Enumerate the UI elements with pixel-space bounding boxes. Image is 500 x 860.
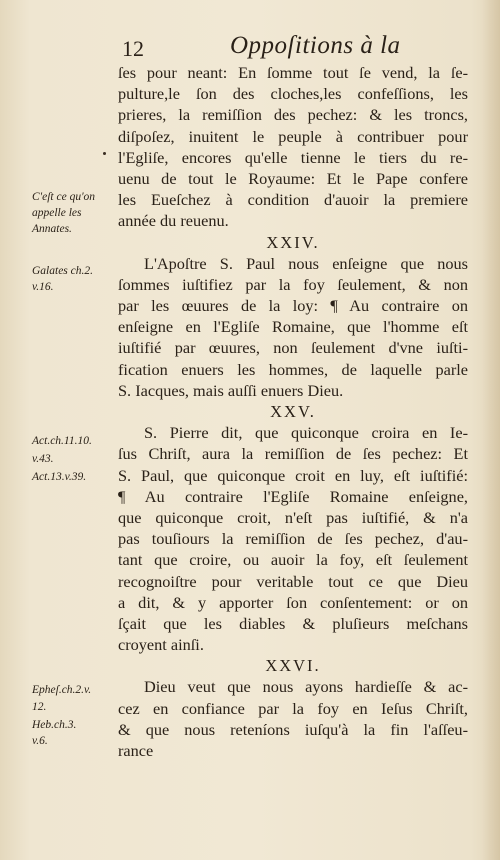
running-title: Oppoſitions à la [230,32,401,59]
text-line: pas touſiours la remiſſion de ſes pechez, d'au- [118,529,468,549]
section-heading: XXV. [270,402,316,421]
text-line: iuſtifié par œuures, non ſeulement d'vne iuſti- [118,338,468,358]
text-line: & que nous reteníons iuſqu'à la fin l'aſſeu- [118,719,468,739]
text-line: fication enuers les hommes, de laquelle parle [118,359,468,379]
margin-note: Annates. [32,223,72,235]
text-line: Dieu veut que nous ayons hardieſſe & ac- [144,677,468,697]
text-line: enſeigne en l'Egliſe Romaine, que l'homme eſt [118,317,468,337]
text-line: croyent ainſi. [118,635,204,655]
text-line: S. Paul, que quiconque croit en luy, eſt iuſtifié: [118,465,468,485]
text-line: a dit, & y apporter ſon conſentement: or on [118,592,468,612]
page-edge-shadow [482,0,500,860]
margin-note: appelle les [32,207,82,219]
text-line: l'Egliſe, encores qu'elle tienne le tiers du re- [118,147,468,167]
margin-note: Act.ch.11.10. [32,435,92,447]
text-line: ſes pour neant: En ſomme tout ſe vend, la ſe- [118,63,468,82]
margin-note: 12. [32,701,47,713]
margin-note: Heb.ch.3. [32,719,77,731]
margin-note: v.43. [32,453,54,465]
text-line: diſpoſez, inuitent le peuple à contribuer pour [118,126,468,146]
text-line: ¶ Au contraire l'Egliſe Romaine enſeigne, [118,486,468,506]
text-line: que quiconque croit, n'eſt pas iuſtifié, & n'a [118,507,468,527]
text-line: uenu de tout le Royaume: Et le Pape confere [118,168,468,188]
text-line: par les œuures de la loy: ¶ Au contraire on [118,296,468,316]
text-line: S. Pierre dit, que quiconque croira en Ie- [144,423,468,443]
section-heading: XXVI. [265,656,321,676]
ink-mark [103,152,106,155]
text-line: pulture,le ſon des cloches,les confeſſions, les [118,84,468,104]
text-line: année du reuenu. [118,211,229,231]
margin-note: Epheſ.ch.2.v. [32,684,92,696]
text-line: ſommes iuſtifiez par la foy ſeulement, & non [118,274,468,294]
page-header [0,30,500,66]
section-heading: XXIV. [266,232,320,252]
margin-note: v.16. [32,281,54,293]
text-line: ſçait que les diables & pluſieurs meſchans [118,613,468,633]
margin-note: Galates ch.2. [32,265,94,277]
text-line: recognoiſtre pour veritable tout ce que Dieu [118,571,468,591]
body-text [118,62,468,761]
text-line: S. Iacques, mais auſſi enuers Dieu. [118,380,344,400]
margin-note: C'eſt ce qu'on [32,191,96,203]
margin-note: v.6. [32,735,48,747]
text-line: ſus Chriſt, aura la remiſſion de ſes pechez: Et [118,444,468,464]
page-number: 12 [122,36,144,61]
margin-note: Act.13.v.39. [32,471,87,483]
text-line: cez en confiance par la foy en Ieſus Chriſt, [118,698,468,718]
catchword: rance [118,741,154,760]
text-line: prieres, la remiſſion des pechez: & les troncs, [118,105,468,125]
text-line: L'Apoſtre S. Paul nous enſeigne que nous [144,253,468,273]
text-line: tant que croire, ou auoir la foy, eſt ſeulement [118,550,468,570]
text-line: les Eueſchez à condition d'auoir la premiere [118,190,468,210]
